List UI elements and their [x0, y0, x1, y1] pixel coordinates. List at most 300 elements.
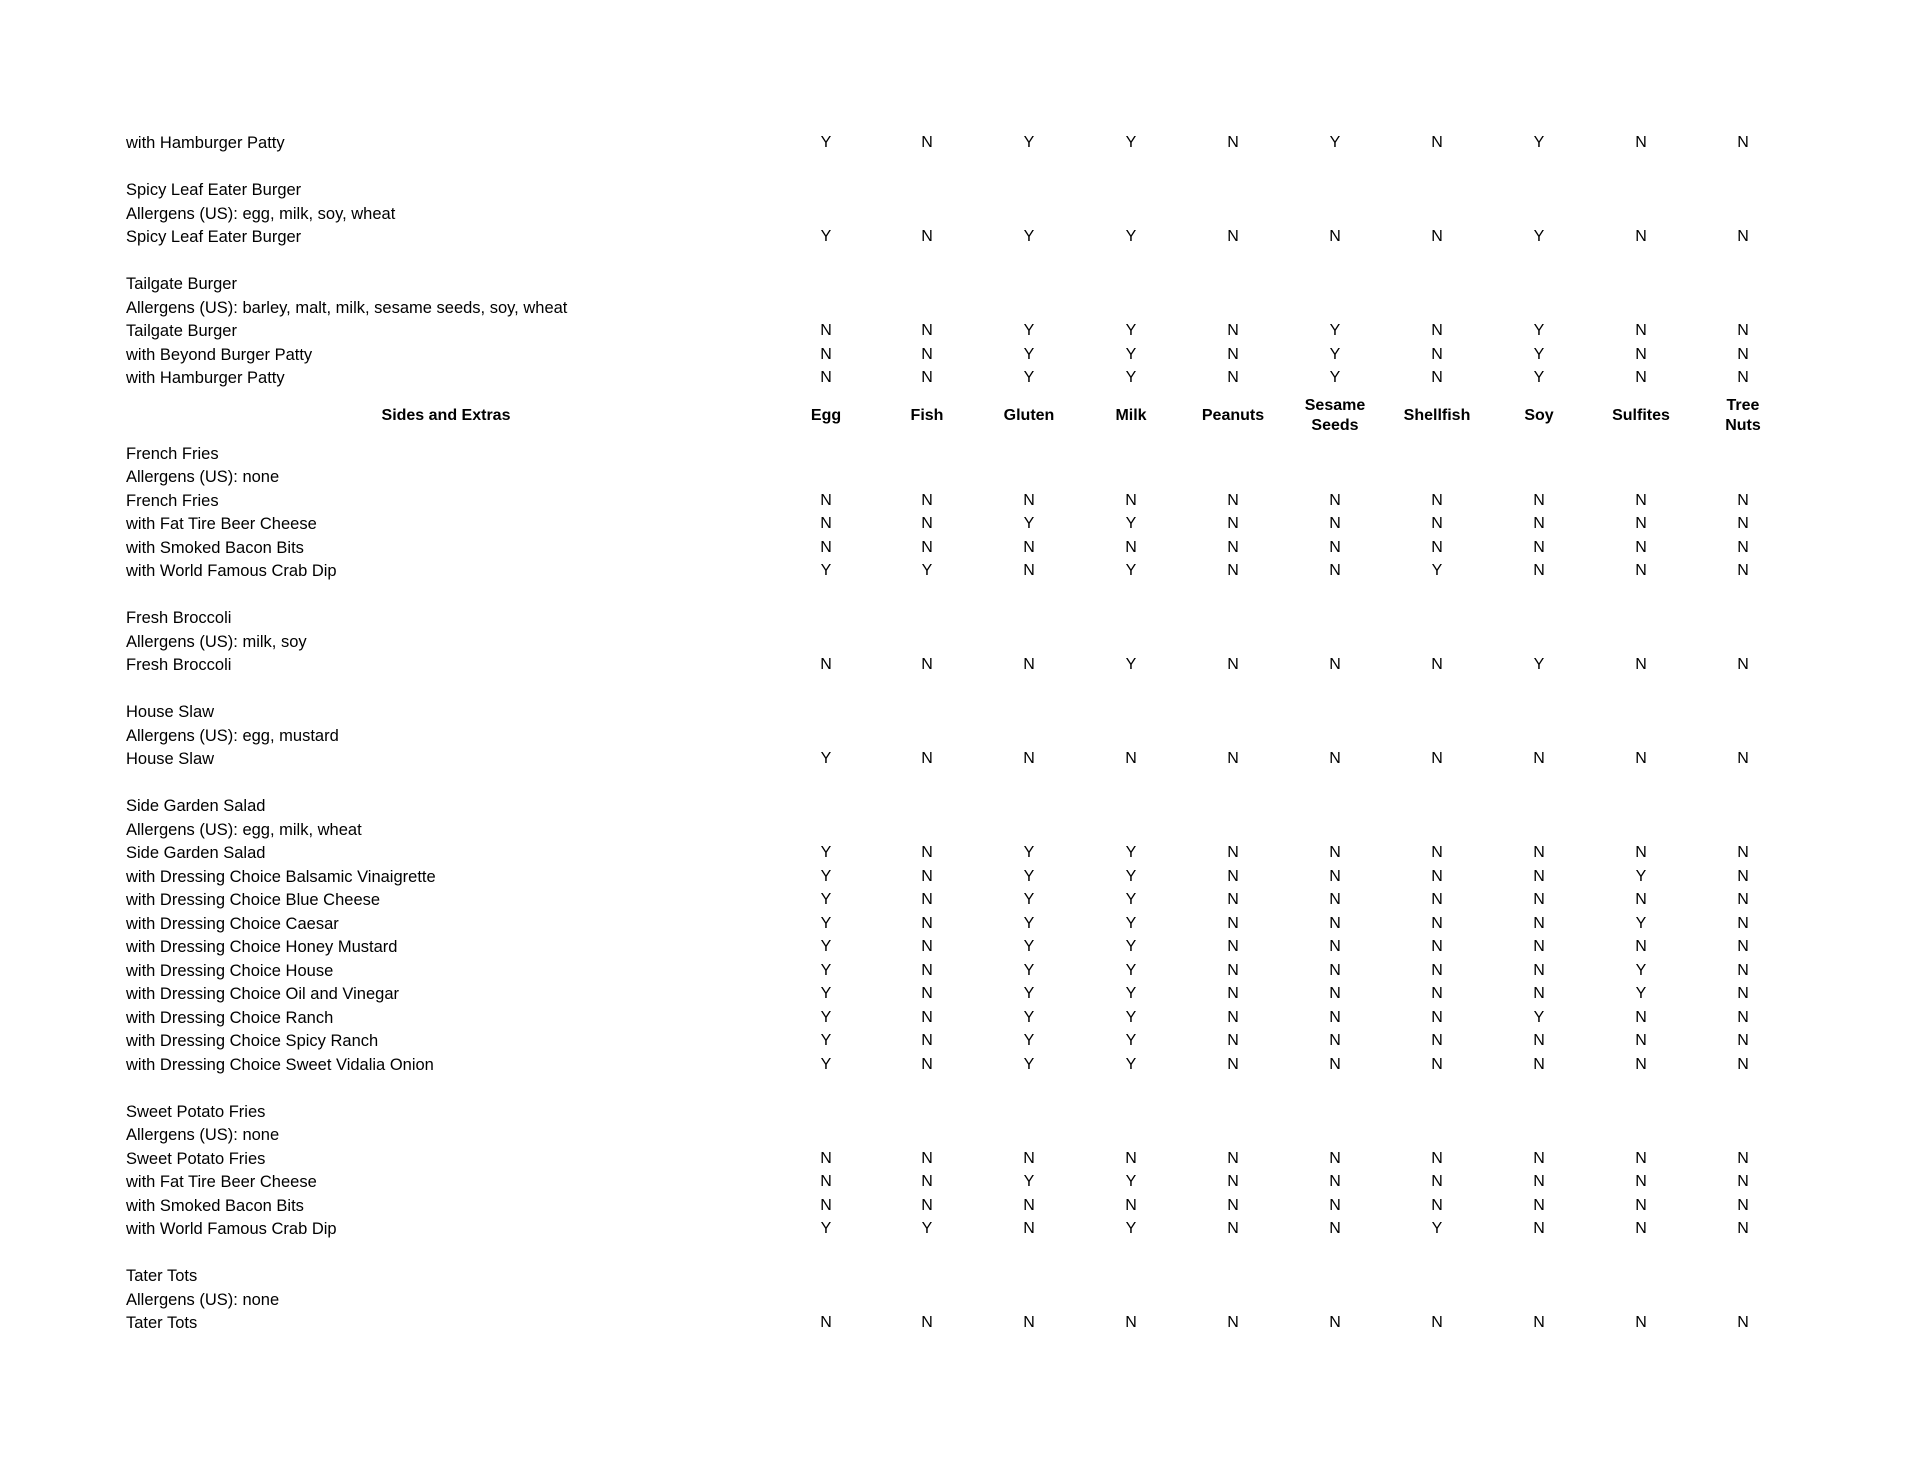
cell-fish: N — [921, 228, 933, 245]
cell-fish: N — [921, 891, 933, 908]
table-row — [0, 225, 1920, 249]
cell-soy: N — [1533, 938, 1545, 955]
table-row — [0, 512, 1920, 536]
cell-peanuts: N — [1227, 985, 1239, 1002]
cell-tree-nuts: N — [1737, 891, 1749, 908]
group-text-row — [0, 700, 1920, 724]
cell-tree-nuts: N — [1737, 985, 1749, 1002]
cell-gluten: Y — [1023, 891, 1035, 908]
cell-tree-nuts: N — [1737, 1220, 1749, 1237]
cell-egg: Y — [820, 891, 832, 908]
cell-sesame-seeds: N — [1329, 938, 1341, 955]
cell-peanuts: N — [1227, 1220, 1239, 1237]
cell-sesame-seeds: N — [1329, 1008, 1341, 1026]
table-row — [0, 536, 1920, 560]
cell-fish: N — [921, 1173, 933, 1190]
cell-gluten: Y — [1023, 1173, 1035, 1190]
group-text-row — [0, 178, 1920, 202]
cell-peanuts: N — [1227, 867, 1239, 885]
cell-gluten: Y — [1023, 985, 1035, 1002]
group-label: Allergens (US): none — [126, 1290, 280, 1309]
table-row — [0, 1147, 1920, 1171]
cell-fish: N — [921, 491, 933, 509]
column-header-tree-nuts: Tree Nuts — [1725, 396, 1761, 434]
cell-milk: N — [1125, 538, 1137, 556]
cell-egg: N — [820, 656, 832, 673]
cell-soy: N — [1533, 1149, 1545, 1167]
cell-gluten: N — [1023, 1314, 1035, 1331]
cell-gluten: Y — [1023, 369, 1035, 386]
cell-soy: N — [1533, 867, 1545, 885]
cell-shellfish: N — [1431, 228, 1443, 245]
group-label: Allergens (US): none — [126, 1126, 280, 1144]
cell-milk: N — [1125, 1149, 1137, 1167]
cell-sulfites: N — [1635, 656, 1647, 673]
cell-shellfish: Y — [1431, 1220, 1443, 1237]
group-text-row — [0, 606, 1920, 630]
cell-peanuts: N — [1227, 1055, 1239, 1073]
row-label: French Fries — [126, 491, 219, 510]
cell-fish: N — [921, 1149, 933, 1167]
cell-tree-nuts: N — [1737, 1055, 1749, 1073]
cell-sesame-seeds: Y — [1329, 134, 1341, 151]
table-row — [0, 888, 1920, 912]
group-label: Allergens (US): barley, malt, milk, sesame seeds, soy, wheat — [126, 298, 568, 317]
cell-shellfish: N — [1431, 1149, 1443, 1167]
cell-sulfites: N — [1635, 369, 1647, 386]
group-label: Sweet Potato Fries — [126, 1102, 266, 1121]
cell-fish: N — [921, 961, 933, 979]
cell-sulfites: Y — [1635, 985, 1647, 1002]
cell-egg: N — [820, 538, 832, 556]
cell-sulfites: Y — [1635, 867, 1647, 885]
cell-tree-nuts: N — [1737, 1196, 1749, 1214]
cell-shellfish: N — [1431, 914, 1443, 932]
cell-gluten: Y — [1023, 1032, 1035, 1049]
row-label: with Dressing Choice Oil and Vinegar — [126, 985, 399, 1003]
cell-sesame-seeds: N — [1329, 844, 1341, 861]
cell-egg: Y — [820, 750, 832, 767]
group-text-row — [0, 818, 1920, 842]
cell-sesame-seeds: N — [1329, 656, 1341, 673]
cell-sesame-seeds: N — [1329, 538, 1341, 556]
cell-shellfish: Y — [1431, 562, 1443, 579]
cell-sesame-seeds: N — [1329, 491, 1341, 509]
cell-sesame-seeds: N — [1329, 1220, 1341, 1237]
cell-fish: N — [921, 656, 933, 673]
cell-gluten: Y — [1023, 1055, 1035, 1073]
cell-gluten: Y — [1023, 867, 1035, 885]
row-label: with Dressing Choice Spicy Ranch — [126, 1032, 379, 1050]
cell-shellfish: N — [1431, 985, 1443, 1002]
cell-sulfites: N — [1635, 491, 1647, 509]
cell-gluten: N — [1023, 1220, 1035, 1237]
cell-tree-nuts: N — [1737, 938, 1749, 955]
cell-soy: N — [1533, 1196, 1545, 1214]
cell-sulfites: N — [1635, 844, 1647, 861]
cell-milk: Y — [1125, 1220, 1137, 1237]
row-label: with Dressing Choice Blue Cheese — [126, 891, 381, 909]
cell-peanuts: N — [1227, 228, 1239, 245]
cell-tree-nuts: N — [1737, 562, 1749, 579]
cell-soy: N — [1533, 844, 1545, 861]
cell-gluten: N — [1023, 562, 1035, 579]
row-label: with Fat Tire Beer Cheese — [126, 1173, 317, 1191]
cell-peanuts: N — [1227, 369, 1239, 386]
table-row — [0, 1217, 1920, 1241]
cell-shellfish: N — [1431, 1314, 1443, 1331]
cell-egg: N — [820, 1173, 832, 1190]
cell-sesame-seeds: N — [1329, 961, 1341, 979]
group-text-row — [0, 465, 1920, 489]
table-row — [0, 366, 1920, 390]
cell-tree-nuts: N — [1737, 134, 1749, 151]
cell-fish: N — [921, 538, 933, 556]
cell-shellfish: N — [1431, 938, 1443, 955]
table-row — [0, 1311, 1920, 1335]
cell-shellfish: N — [1431, 656, 1443, 673]
cell-gluten: N — [1023, 538, 1035, 556]
row-label: Sweet Potato Fries — [126, 1149, 266, 1168]
cell-egg: N — [820, 1314, 832, 1331]
cell-gluten: Y — [1023, 1008, 1035, 1026]
cell-sesame-seeds: N — [1329, 562, 1341, 579]
table-row — [0, 653, 1920, 677]
cell-shellfish: N — [1431, 750, 1443, 767]
cell-milk: N — [1125, 1314, 1137, 1331]
cell-fish: N — [921, 1314, 933, 1331]
group-label: Allergens (US): milk, soy — [126, 632, 307, 651]
cell-milk: Y — [1125, 1055, 1137, 1073]
cell-fish: N — [921, 322, 933, 339]
row-label: with Fat Tire Beer Cheese — [126, 515, 317, 533]
cell-fish: N — [921, 1055, 933, 1073]
cell-fish: N — [921, 938, 933, 955]
cell-shellfish: N — [1431, 844, 1443, 861]
cell-sulfites: N — [1635, 1032, 1647, 1049]
group-label: House Slaw — [126, 703, 215, 721]
cell-soy: N — [1533, 961, 1545, 979]
cell-sesame-seeds: Y — [1329, 345, 1341, 363]
cell-sulfites: N — [1635, 750, 1647, 767]
cell-shellfish: N — [1431, 538, 1443, 556]
cell-sulfites: N — [1635, 134, 1647, 151]
cell-sulfites: N — [1635, 1008, 1647, 1026]
cell-soy: Y — [1533, 228, 1545, 245]
cell-fish: N — [921, 844, 933, 861]
cell-shellfish: N — [1431, 1196, 1443, 1214]
cell-milk: Y — [1125, 322, 1137, 339]
row-label: with World Famous Crab Dip — [126, 1220, 337, 1238]
cell-soy: N — [1533, 914, 1545, 932]
group-label: Allergens (US): egg, mustard — [126, 726, 339, 745]
group-text-row — [0, 442, 1920, 466]
group-text-row — [0, 1264, 1920, 1288]
table-row — [0, 1029, 1920, 1053]
group-label: Fresh Broccoli — [126, 609, 232, 627]
cell-peanuts: N — [1227, 345, 1239, 363]
cell-egg: Y — [820, 134, 832, 151]
cell-soy: N — [1533, 562, 1545, 579]
cell-sesame-seeds: N — [1329, 985, 1341, 1002]
cell-milk: Y — [1125, 134, 1137, 151]
cell-egg: N — [820, 491, 832, 509]
group-text-row — [0, 1100, 1920, 1124]
cell-gluten: N — [1023, 656, 1035, 673]
cell-fish: N — [921, 867, 933, 885]
cell-milk: Y — [1125, 1173, 1137, 1190]
row-label: with Hamburger Patty — [126, 369, 285, 387]
cell-shellfish: N — [1431, 491, 1443, 509]
cell-shellfish: N — [1431, 1008, 1443, 1026]
table-row — [0, 131, 1920, 155]
cell-soy: Y — [1533, 322, 1545, 339]
row-label: Tailgate Burger — [126, 322, 237, 340]
cell-gluten: N — [1023, 1149, 1035, 1167]
cell-tree-nuts: N — [1737, 322, 1749, 339]
cell-egg: Y — [820, 961, 832, 979]
table-row — [0, 959, 1920, 983]
table-row — [0, 1006, 1920, 1030]
cell-tree-nuts: N — [1737, 1149, 1749, 1167]
cell-sesame-seeds: N — [1329, 1149, 1341, 1167]
cell-tree-nuts: N — [1737, 491, 1749, 509]
cell-soy: Y — [1533, 1008, 1545, 1026]
cell-sesame-seeds: N — [1329, 1314, 1341, 1331]
cell-sulfites: N — [1635, 538, 1647, 556]
cell-soy: N — [1533, 1032, 1545, 1049]
cell-fish: N — [921, 1008, 933, 1026]
group-text-row — [0, 630, 1920, 654]
cell-egg: N — [820, 345, 832, 363]
cell-peanuts: N — [1227, 1149, 1239, 1167]
cell-soy: N — [1533, 891, 1545, 908]
cell-soy: Y — [1533, 656, 1545, 673]
cell-tree-nuts: N — [1737, 1173, 1749, 1190]
column-header-milk: Milk — [1115, 406, 1147, 424]
column-header-egg: Egg — [810, 406, 842, 424]
cell-gluten: Y — [1023, 322, 1035, 339]
cell-milk: Y — [1125, 985, 1137, 1002]
cell-egg: Y — [820, 914, 832, 932]
cell-soy: N — [1533, 1314, 1545, 1331]
cell-shellfish: N — [1431, 345, 1443, 363]
cell-sulfites: N — [1635, 562, 1647, 579]
cell-fish: Y — [921, 1220, 933, 1237]
cell-sesame-seeds: N — [1329, 750, 1341, 767]
table-row — [0, 865, 1920, 889]
row-label: Fresh Broccoli — [126, 656, 232, 674]
group-text-row — [0, 724, 1920, 748]
group-text-row — [0, 272, 1920, 296]
table-row — [0, 841, 1920, 865]
cell-sulfites: N — [1635, 1055, 1647, 1073]
cell-fish: N — [921, 1032, 933, 1049]
cell-peanuts: N — [1227, 938, 1239, 955]
cell-milk: Y — [1125, 867, 1137, 885]
cell-milk: N — [1125, 491, 1137, 509]
cell-shellfish: N — [1431, 1173, 1443, 1190]
group-label: Allergens (US): egg, milk, wheat — [126, 820, 362, 839]
group-text-row — [0, 1123, 1920, 1147]
cell-sulfites: N — [1635, 1149, 1647, 1167]
cell-sesame-seeds: N — [1329, 891, 1341, 908]
cell-milk: N — [1125, 750, 1137, 767]
cell-egg: Y — [820, 867, 832, 885]
cell-sulfites: Y — [1635, 914, 1647, 932]
cell-milk: Y — [1125, 228, 1137, 245]
cell-tree-nuts: N — [1737, 914, 1749, 932]
cell-sesame-seeds: N — [1329, 914, 1341, 932]
cell-sulfites: N — [1635, 322, 1647, 339]
cell-fish: N — [921, 750, 933, 767]
cell-milk: Y — [1125, 914, 1137, 932]
row-label: with Dressing Choice House — [126, 961, 334, 980]
column-header-sulfites: Sulfites — [1612, 406, 1670, 424]
cell-soy: N — [1533, 750, 1545, 767]
group-label: Allergens (US): egg, milk, soy, wheat — [126, 204, 396, 223]
row-label: Side Garden Salad — [126, 844, 266, 862]
column-header-soy: Soy — [1524, 406, 1554, 424]
group-label: French Fries — [126, 444, 219, 463]
cell-peanuts: N — [1227, 914, 1239, 932]
column-header-sesame-seeds: Sesame Seeds — [1304, 396, 1366, 434]
cell-gluten: N — [1023, 1196, 1035, 1214]
cell-tree-nuts: N — [1737, 656, 1749, 673]
cell-sesame-seeds: N — [1329, 1032, 1341, 1049]
cell-tree-nuts: N — [1737, 1032, 1749, 1049]
cell-sesame-seeds: N — [1329, 1173, 1341, 1190]
cell-peanuts: N — [1227, 844, 1239, 861]
row-label: with Dressing Choice Honey Mustard — [126, 938, 398, 956]
table-row — [0, 559, 1920, 583]
cell-sulfites: N — [1635, 345, 1647, 363]
cell-egg: N — [820, 1196, 832, 1214]
cell-egg: Y — [820, 1055, 832, 1073]
cell-peanuts: N — [1227, 538, 1239, 556]
cell-milk: N — [1125, 1196, 1137, 1214]
cell-sesame-seeds: N — [1329, 1055, 1341, 1073]
cell-tree-nuts: N — [1737, 1008, 1749, 1026]
cell-tree-nuts: N — [1737, 961, 1749, 979]
cell-sesame-seeds: N — [1329, 228, 1341, 245]
table-row — [0, 912, 1920, 936]
cell-soy: Y — [1533, 345, 1545, 363]
cell-sulfites: N — [1635, 1220, 1647, 1237]
cell-tree-nuts: N — [1737, 515, 1749, 532]
group-text-row — [0, 794, 1920, 818]
cell-gluten: Y — [1023, 345, 1035, 363]
cell-shellfish: N — [1431, 1032, 1443, 1049]
cell-sesame-seeds: N — [1329, 1196, 1341, 1214]
cell-tree-nuts: N — [1737, 1314, 1749, 1331]
cell-peanuts: N — [1227, 515, 1239, 532]
table-row — [0, 343, 1920, 367]
cell-egg: Y — [820, 844, 832, 861]
column-header-peanuts: Peanuts — [1201, 406, 1265, 424]
group-label: Tailgate Burger — [126, 275, 237, 293]
cell-egg: N — [820, 369, 832, 386]
table-row — [0, 982, 1920, 1006]
cell-sesame-seeds: Y — [1329, 322, 1341, 339]
column-header-fish: Fish — [910, 406, 944, 424]
group-label: Spicy Leaf Eater Burger — [126, 181, 302, 199]
group-text-row — [0, 296, 1920, 320]
cell-fish: N — [921, 345, 933, 363]
cell-milk: Y — [1125, 1008, 1137, 1026]
cell-sulfites: N — [1635, 938, 1647, 955]
cell-egg: N — [820, 515, 832, 532]
row-label: House Slaw — [126, 750, 215, 768]
table-row — [0, 935, 1920, 959]
row-label: with Dressing Choice Sweet Vidalia Onion — [126, 1055, 434, 1074]
cell-peanuts: N — [1227, 891, 1239, 908]
cell-peanuts: N — [1227, 750, 1239, 767]
cell-milk: Y — [1125, 1032, 1137, 1049]
cell-fish: N — [921, 914, 933, 932]
cell-peanuts: N — [1227, 1008, 1239, 1026]
group-text-row — [0, 1288, 1920, 1312]
column-header-row — [0, 394, 1920, 438]
cell-tree-nuts: N — [1737, 844, 1749, 861]
cell-peanuts: N — [1227, 322, 1239, 339]
group-label: Side Garden Salad — [126, 797, 266, 815]
cell-fish: N — [921, 515, 933, 532]
cell-milk: Y — [1125, 961, 1137, 979]
cell-peanuts: N — [1227, 1032, 1239, 1049]
cell-gluten: Y — [1023, 914, 1035, 932]
cell-soy: N — [1533, 538, 1545, 556]
cell-shellfish: N — [1431, 369, 1443, 386]
cell-soy: Y — [1533, 369, 1545, 386]
cell-tree-nuts: N — [1737, 750, 1749, 767]
cell-fish: N — [921, 369, 933, 386]
cell-gluten: Y — [1023, 228, 1035, 245]
cell-sesame-seeds: N — [1329, 867, 1341, 885]
cell-egg: Y — [820, 1032, 832, 1049]
cell-peanuts: N — [1227, 656, 1239, 673]
cell-egg: Y — [820, 228, 832, 245]
cell-soy: N — [1533, 515, 1545, 532]
row-label: with Smoked Bacon Bits — [126, 1196, 304, 1215]
cell-egg: Y — [820, 562, 832, 579]
cell-milk: Y — [1125, 369, 1137, 386]
group-text-row — [0, 202, 1920, 226]
cell-shellfish: N — [1431, 134, 1443, 151]
cell-soy: N — [1533, 491, 1545, 509]
row-label: with Dressing Choice Caesar — [126, 914, 339, 933]
cell-tree-nuts: N — [1737, 228, 1749, 245]
cell-milk: Y — [1125, 562, 1137, 579]
group-label: Tater Tots — [126, 1267, 198, 1285]
cell-sulfites: N — [1635, 515, 1647, 532]
cell-egg: Y — [820, 938, 832, 955]
cell-milk: Y — [1125, 515, 1137, 532]
row-label: with Hamburger Patty — [126, 134, 285, 152]
cell-soy: N — [1533, 985, 1545, 1002]
cell-tree-nuts: N — [1737, 538, 1749, 556]
cell-milk: Y — [1125, 345, 1137, 363]
section-title: Sides and Extras — [381, 406, 511, 424]
row-label: Tater Tots — [126, 1314, 198, 1332]
cell-egg: N — [820, 322, 832, 339]
cell-egg: N — [820, 1149, 832, 1167]
cell-fish: Y — [921, 562, 933, 579]
cell-shellfish: N — [1431, 891, 1443, 908]
cell-milk: Y — [1125, 844, 1137, 861]
row-label: with World Famous Crab Dip — [126, 562, 337, 580]
cell-gluten: Y — [1023, 134, 1035, 151]
